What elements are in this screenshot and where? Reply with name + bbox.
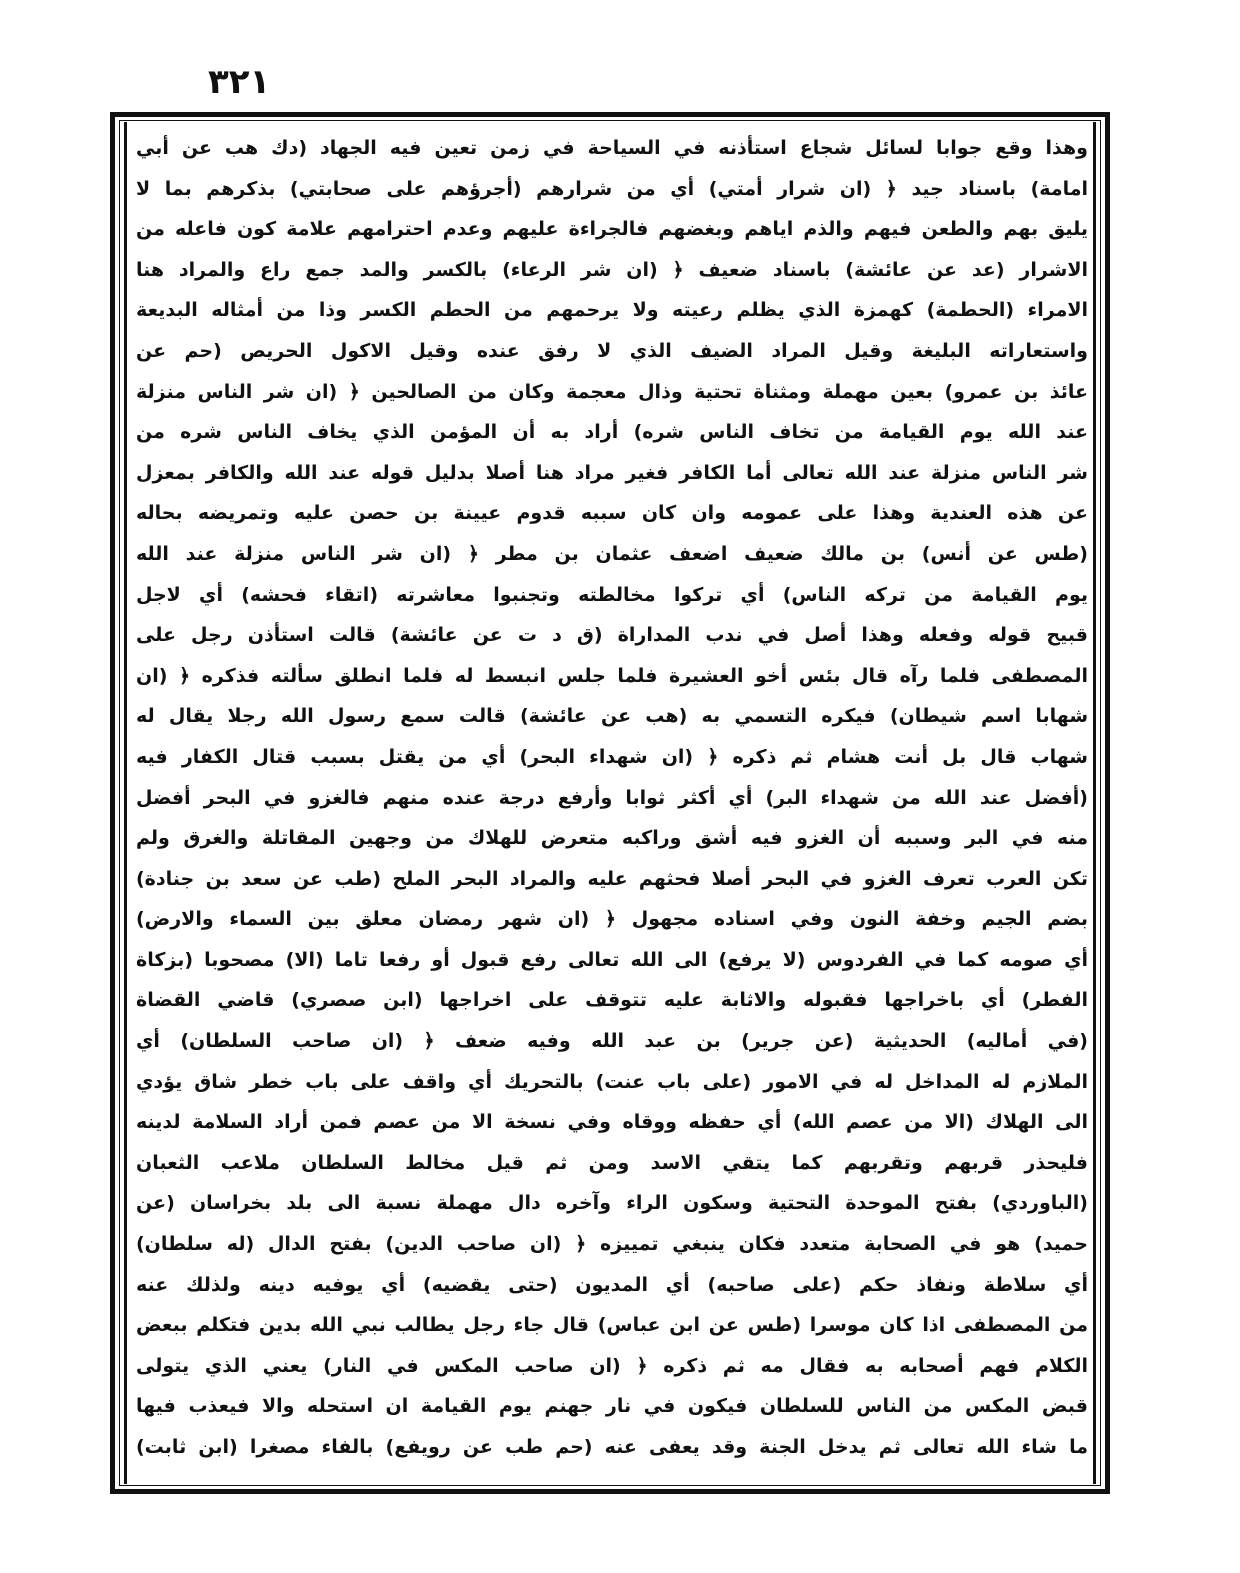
text-line: بضم الجيم وخفة النون وفي اسناده مجهول ﴿ (ان شهر رمضان معلق بين السماء والارض) (136, 908, 1088, 931)
page-border-right-rule (1093, 122, 1096, 1484)
text-line: شهاب قال بل أنت هشام ثم ذكره ﴿ (ان شهداء البحر) أي من يقتل بسبب قتال الكفار فيه (136, 745, 1088, 768)
text-line: الامراء (الحطمة) كهمزة الذي يظلم رعيته ولا يرحمهم من الحطم الكسر وذا من أمثاله البديعة (136, 299, 1088, 322)
text-line: الاشرار (عد عن عائشة) باسناد ضعيف ﴿ (ان شر الرعاء) بالكسر والمد جمع راع والمراد هنا (136, 258, 1088, 281)
text-line: واستعاراته البليغة وقيل المراد الضيف الذي لا رفق عنده وقيل الاكول الحريص (حم عن (136, 339, 1088, 362)
text-line: وهذا وقع جوابا لسائل شجاع استأذنه في السياحة في زمن تعين فيه الجهاد (دك هب عن أبي (136, 137, 1088, 159)
text-line: قبض المكس من الناس للسلطان فيكون في نار جهنم يوم القيامة ان استحله والا فيعذب فيها (136, 1395, 1088, 1418)
page-border-left-rule (124, 122, 127, 1484)
text-line: عند الله يوم القيامة من تخاف الناس شره) أراد به أن المؤمن الذي يخاف الناس شره من (136, 421, 1088, 444)
text-line: الملازم له المداخل له في الامور (على باب عنت) بالتحريك أي واقف على باب خطر شاق يؤدي (136, 1070, 1088, 1093)
text-line: من المصطفى اذا كان موسرا (طس عن ابن عباس) قال جاء رجل يطالب نبي الله بدين فتكلم ببعض (136, 1314, 1088, 1337)
text-line: عائذ بن عمرو) بعين مهملة ومثناة تحتية وذال معجمة وكان من الصالحين ﴿ (ان شر الناس منزلة (136, 380, 1088, 403)
text-line: منه في البر وسببه أن الغزو فيه أشق وراكبه متعرض للهلاك من وجهين المقاتلة والغرق ولم (136, 827, 1088, 850)
text-line: (في أماليه) الحديثية (عن جرير) بن عبد الله وفيه ضعف ﴿ (ان صاحب السلطان) أي (136, 1030, 1088, 1053)
text-line: الكلام فهم أصحابه به فقال مه ثم ذكره ﴿ (ان صاحب المكس في النار) يعني الذي يتولى (136, 1354, 1088, 1377)
text-line: تكن العرب تعرف الغزو في البحر أصلا فحثهم عليه والمراد البحر الملح (طب عن سعد بن جنادة) (136, 867, 1088, 890)
text-line: فليحذر قربهم وتقربهم كما يتقي الاسد ومن ثم قيل مخالط السلطان ملاعب الثعبان (136, 1151, 1088, 1174)
text-line: يوم القيامة من تركه الناس) أي تركوا مخالطته وتجنبوا معاشرته (اتقاء فحشه) أي لاجل (136, 583, 1088, 606)
text-line: الى الهلاك (الا من عصم الله) أي حفظه ووقاه وفي نسخة الا من عصم فمن أراد السلامة لدينه (136, 1111, 1088, 1134)
text-line: حميد) هو في الصحابة متعدد فكان ينبغي تمييزه ﴿ (ان صاحب الدين) بفتح الدال (له سلطان) (136, 1233, 1088, 1256)
main-text-block (136, 128, 1088, 1468)
text-line: عن هذه العندية وهذا على عمومه وان كان سببه قدوم عيينة بن حصن عليه وتمريضه بحاله (136, 502, 1088, 525)
text-line: (أفضل عند الله من شهداء البر) أي أكثر ثوابا وأرفع درجة عنده منهم فالغزو في البحر أفضل (136, 786, 1088, 809)
text-line: (الباوردي) بفتح الموحدة التحتية وسكون الراء وآخره دال مهملة نسبة الى بلد بخراسان (عن (136, 1192, 1088, 1215)
text-line: أي صومه كما في الفردوس (لا يرفع) الى الله تعالى رفع قبول أو رفعا تاما (الا) مصحوبا (بزكاة (136, 948, 1088, 971)
page-number: ٣٢١ (208, 62, 271, 102)
text-line: يليق بهم والطعن فيهم والذم اياهم وبغضهم فالجراءة عليهم وعدم احترامهم علامة كون فاعله من (136, 218, 1088, 241)
text-line: ما شاء الله تعالى ثم يدخل الجنة وقد يعفى عنه (حم طب عن رويفع) بالفاء مصغرا (ابن ثابت) (136, 1436, 1088, 1458)
text-line: الفطر) أي باخراجها فقبوله والاثابة عليه تتوقف على اخراجها (ابن صصري) قاضي القضاة (136, 989, 1088, 1012)
text-line: امامة) باسناد جيد ﴿ (ان شرار أمتي) أي من شرارهم (أجرؤهم على صحابتي) بذكرهم بما لا (136, 177, 1088, 200)
text-line: شر الناس منزلة عند الله تعالى أما الكافر فغير مراد هنا أصلا بدليل قوله عند الله والكافر بمعزل (136, 461, 1088, 484)
text-line: قبيح قوله وفعله وهذا أصل في ندب المداراة (ق د ت عن عائشة) قالت استأذن رجل على (136, 624, 1088, 647)
text-line: (طس عن أنس) بن مالك ضعيف اضعف عثمان بن مطر ﴿ (ان شر الناس منزلة عند الله (136, 542, 1088, 565)
text-line: أي سلاطة ونفاذ حكم (على صاحبه) أي المديون (حتى يقضيه) أي يوفيه دينه ولذلك عنه (136, 1273, 1088, 1296)
text-line: المصطفى فلما رآه قال بئس أخو العشيرة فلما جلس انبسط له فلما انطلق سألته فذكره ﴿ (ان (136, 664, 1088, 687)
text-line: شهابا اسم شيطان) فيكره التسمي به (هب عن عائشة) قالت سمع رسول الله رجلا يقال له (136, 705, 1088, 728)
